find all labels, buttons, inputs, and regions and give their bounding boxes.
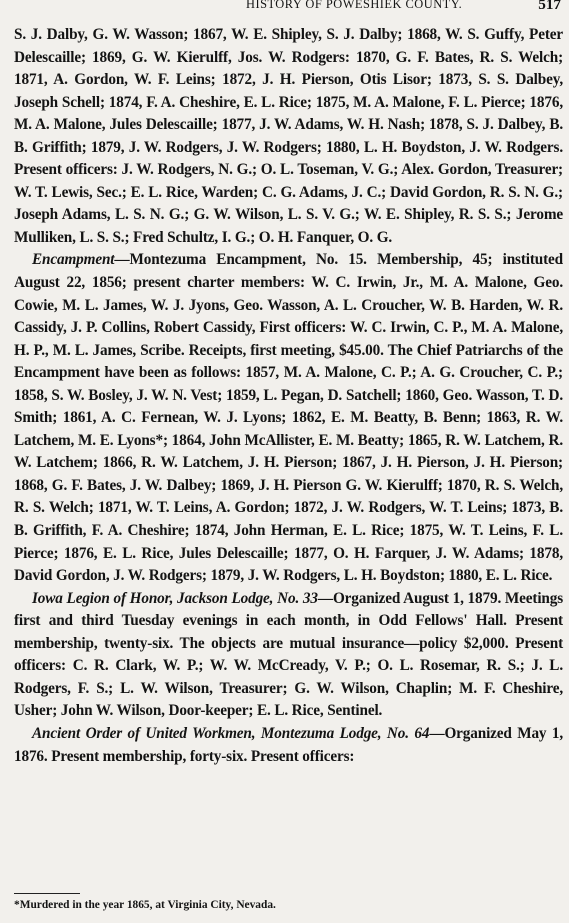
- section-heading-united-workmen: Ancient Order of United Workmen, Montezuma Lodge, No. 64: [32, 724, 430, 742]
- footnote-divider: [14, 893, 80, 894]
- paragraph-odd-fellows-officers: [14, 24, 563, 249]
- page-header: [14, 0, 563, 24]
- section-heading-legion-of-honor: Iowa Legion of Honor, Jackson Lodge, No. 33: [32, 589, 318, 607]
- running-head: HISTORY OF POWESHIEK COUNTY.: [246, 0, 463, 11]
- section-heading-encampment: Encampment: [32, 251, 115, 269]
- paragraph-encampment: [14, 249, 563, 587]
- paragraph-united-workmen: [14, 723, 563, 768]
- paragraph-text: —Montezuma Encampment, No. 15. Membership, 45; instituted August 22, 1856; present charter members: W. C. Irwin, Jr., M. A. Malone, Geo. Cowie, M. L. James, W. J. Jyons, Geo. Wasson, A. L. Croucher, W. B. Harden, W. R. Cassidy, J. P. Collins, Robert Cassidy, First officers: W. C. Irwin, C. P., M. A. Malone, H. P., M. L. James, Scribe. Receipts, first meeting, $45.00. The Chief Patriarchs of the Encampment have been as follows: 1857, M. A. Malone, C. P.; A. G. Croucher, C. P.; 1858, S. W. Bosley, J. W. N. Vest; 1859, L. Pegan, D. Satchell; 1860, Geo. Wasson, T. D. Smith; 1861, A. C. Fernean, W. J. Lyons; 1862, E. M. Beatty, B. Benn; 1863, R. W. Latchem, M. E. Lyons*; 1864, John McAllister, E. M. Beatty; 1865, R. W. Latchem, R. W. Latchem; 1866, R. W. Latchem, J. H. Pierson; 1867, J. H. Pierson, J. H. Pierson; 1868, G. F. Bates, J. W. Dalbey; 1869, J. H. Pierson G. W. Kierulff; 1870, R. S. Welch, R. S. Welch; 1871, W. T. Leins, A. Gordon; 1872, J. W. Rodgers, W. T. Leins; 1873, B. B. Griffith, F. A. Cheshire; 1874, John Herman, E. L. Rice; 1875, W. T. Leins, F. L. Pierce; 1876, E. L. Rice, Jules Delescaille; 1877, O. H. Farquer, J. W. Adams; 1878, David Gordon, J. W. Rodgers; 1879, J. W. Rodgers, L. H. Boydston; 1880, E. L. Rice.: [14, 251, 563, 585]
- page-number: 517: [538, 0, 561, 13]
- body-text: [14, 24, 563, 768]
- paragraph-text: S. J. Dalby, G. W. Wasson; 1867, W. E. Shipley, S. J. Dalby; 1868, W. S. Guffy, Peter Delescaille; 1869, G. W. Kierulff, Jos. W. Rodgers: 1870, G. F. Bates, R. S. Welch; 1871, A. Gordon, W. F. Leins; 1872, J. H. Pierson, Otis Lisor; 1873, S. S. Dalbey, Joseph Schell; 1874, F. A. Cheshire, E. L. Rice; 1875, M. A. Malone, F. L. Pierce; 1876, M. A. Malone, Jules Delescaille; 1877, J. W. Adams, W. H. Nash; 1878, S. J. Dalbey, B. B. Griffith; 1879, J. W. Rodgers, J. W. Rodgers; 1880, L. H. Boydston, J. W. Rodgers. Present officers: J. W. Rodgers, N. G.; O. L. Toseman, V. G.; Alex. Gordon, Treasurer; W. T. Lewis, Sec.; E. L. Rice, Warden; C. G. Adams, J. C.; David Gordon, R. S. N. G.; Joseph Adams, L. S. N. G.; G. W. Wilson, L. S. V. G.; W. E. Shipley, R. S. S.; Jerome Mulliken, L. S. S.; Fred Schultz, I. G.; O. H. Fanquer, O. G.: [14, 26, 563, 246]
- paragraph-text: —Organized May 1, 1876. Present membership, forty-six. Present officers:: [14, 724, 563, 765]
- paragraph-text: —Organized August 1, 1879. Meetings first and third Tuesday evenings in each month, in Odd Fellows' Hall. Present membership, twenty-six. The objects are mutual insurance—policy $2,000. Present officers: C. R. Clark, W. P.; W. W. McCready, V. P.; O. L. Rosemar, R. S.; J. L. Rodgers, F. S.; L. W. Wilson, Treasurer; G. W. Wilson, Chaplin; M. F. Cheshire, Usher; John W. Wilson, Door-keeper; E. L. Rice, Sentinel.: [14, 589, 563, 720]
- paragraph-legion-of-honor: [14, 588, 563, 723]
- footnote: *Murdered in the year 1865, at Virginia City, Nevada.: [14, 899, 276, 911]
